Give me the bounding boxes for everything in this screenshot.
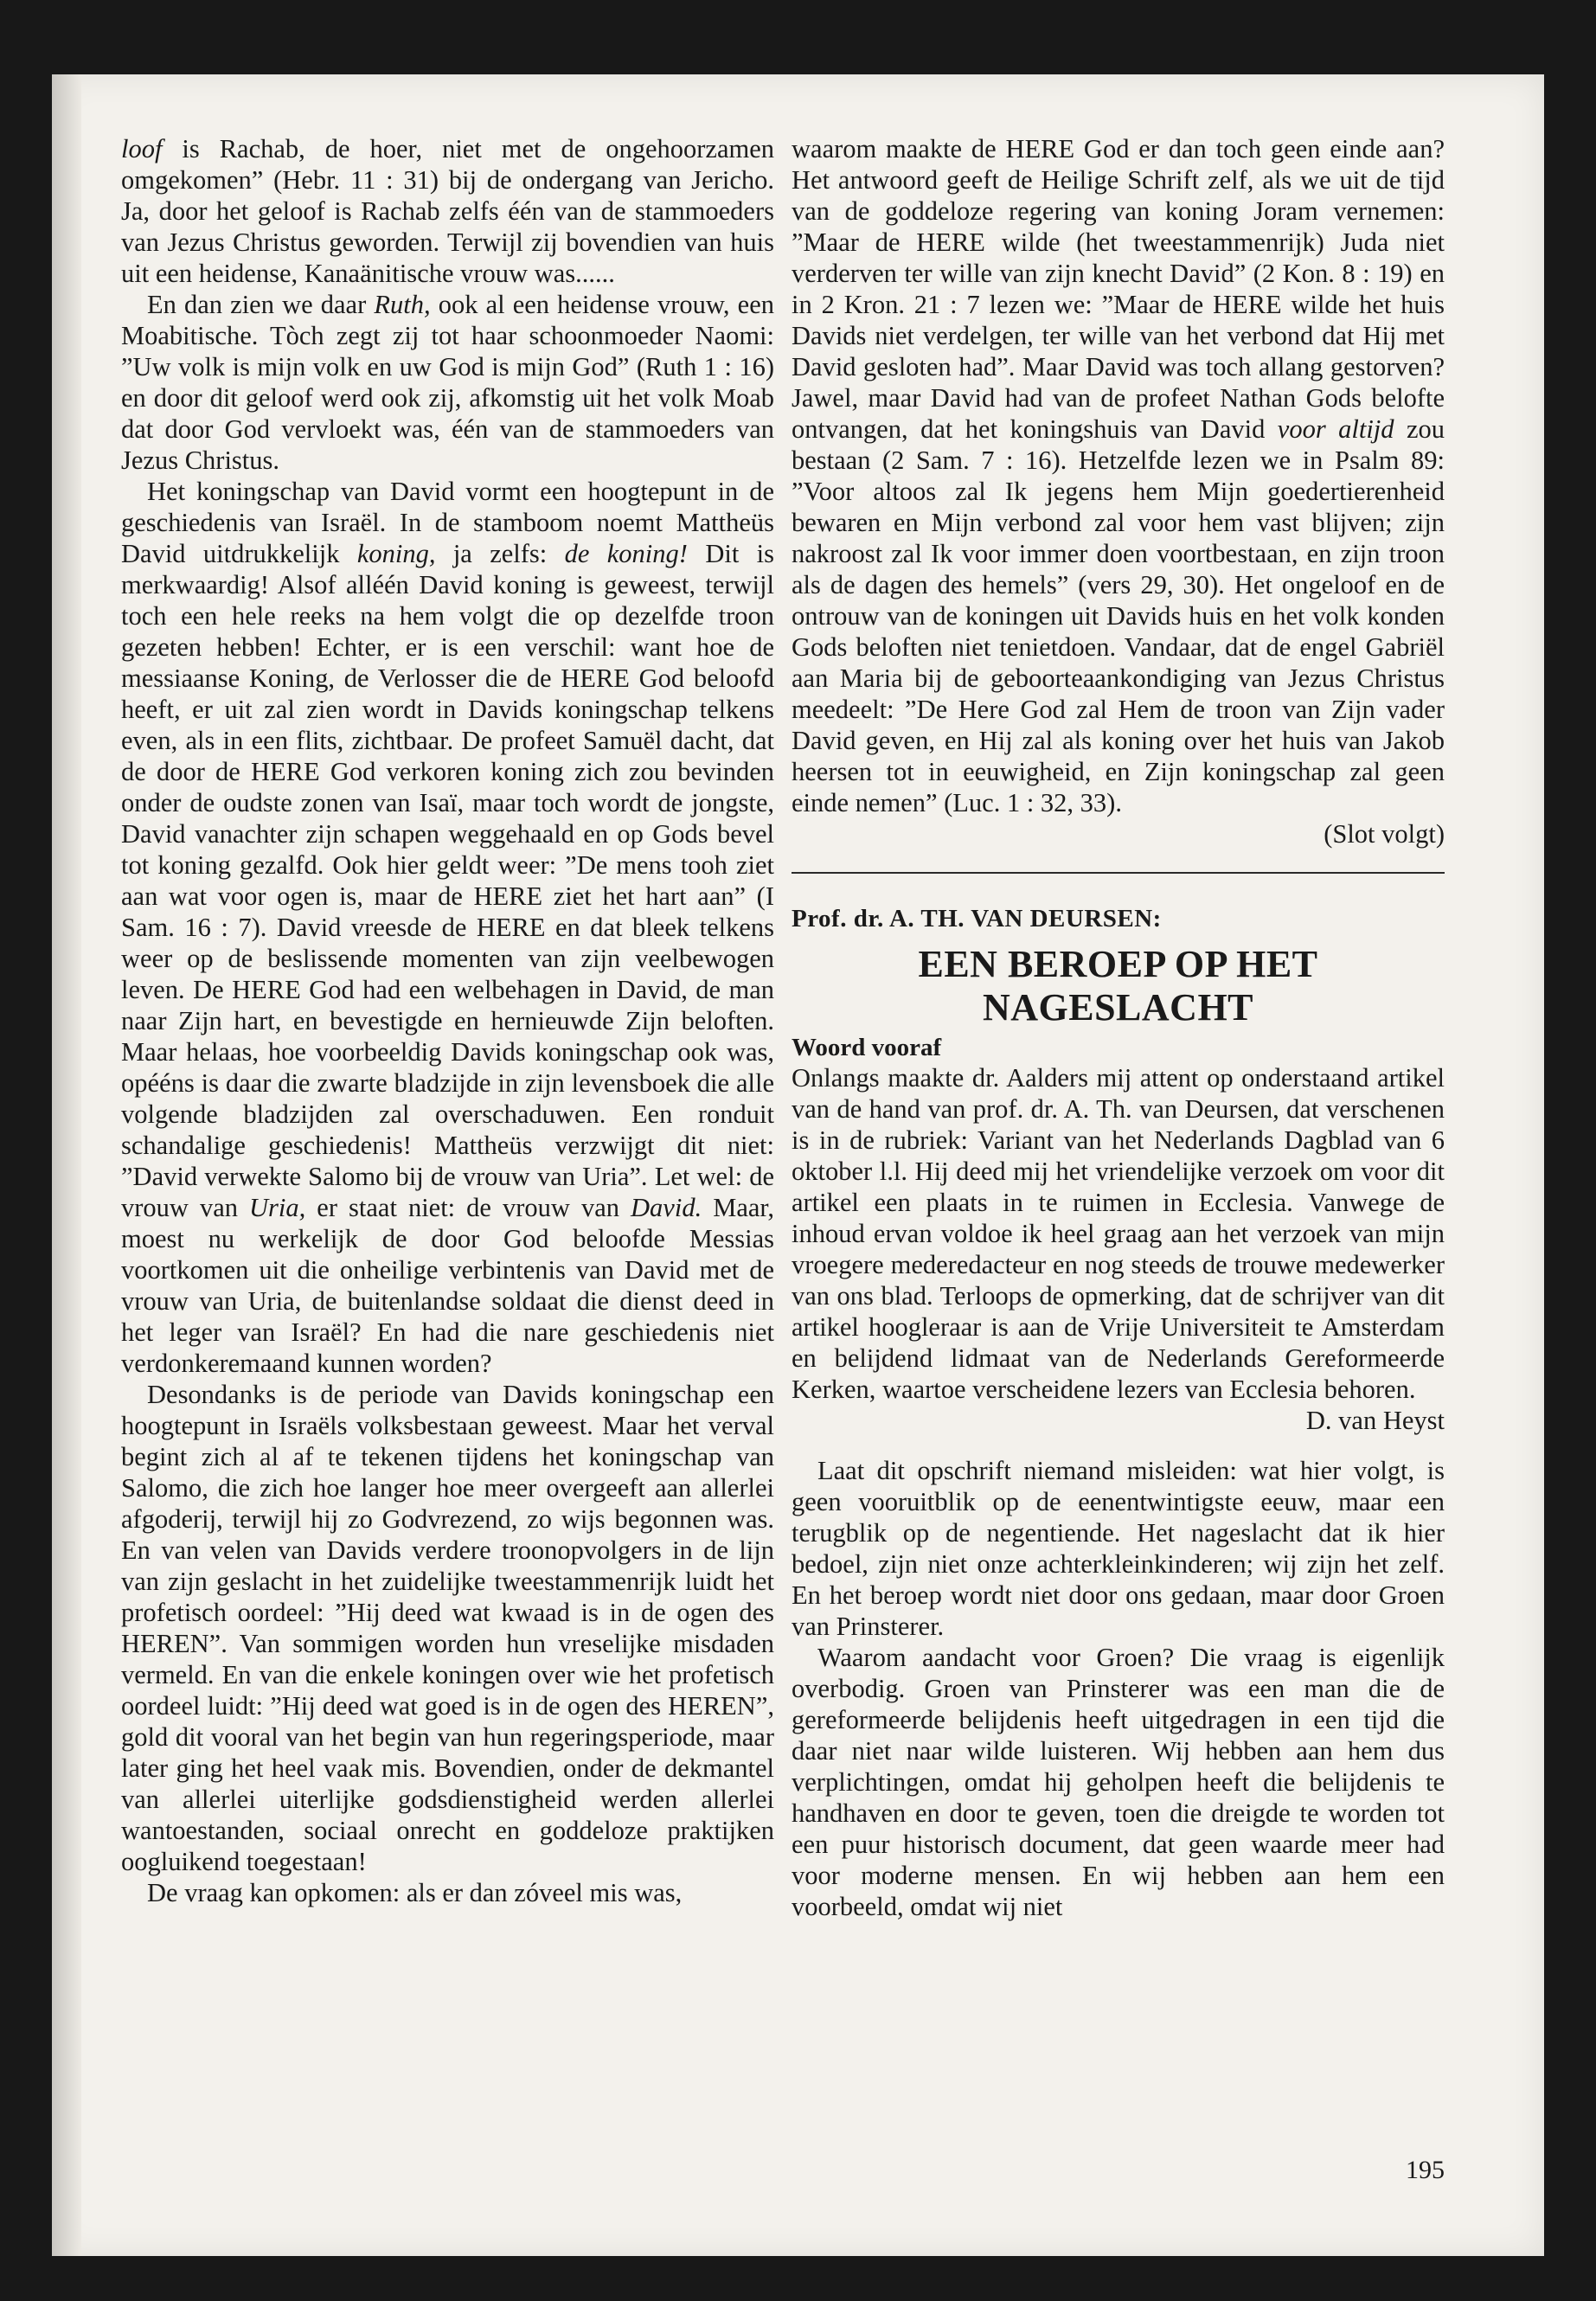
foreword-signature: D. van Heyst (1305, 1406, 1445, 1435)
italic-text: loof (121, 134, 163, 163)
spacer (792, 1436, 1445, 1455)
italic-text: voor altijd (1277, 414, 1394, 444)
paragraph: loof is Rachab, de hoer, niet met de ongehoorzamen omgekomen” (Hebr. 11 : 31) bij de ondergang van Jericho. Ja, door het geloof is Rachab zelfs één van de stammoeders van Jezus Christus geworden. Terwijl zij bovendien van huis uit een heidense, Kanaänitische vrouw was...... (121, 134, 774, 288)
italic-text: koning, (356, 539, 436, 568)
paragraph: waarom maakte de HERE God er dan toch geen einde aan? Het antwoord geeft de Heilige Schrift zelf, als we uit de tijd van de goddeloze regering van koning Joram vernemen: ”Maar de HERE wilde (het tweestammenrijk) Juda niet verderven ter wille van zijn knecht David” (2 Kon. 8 : 19) en in 2 Kron. 21 : 7 lezen we: ”Maar de HERE wilde het huis Davids niet verdelgen, ter wille van het verbond dat Hij met David gesloten had”. Maar David was toch allang gestorven? Jawel, maar David had van de profeet Nathan Gods belofte ontvangen, dat het koningshuis van David voor altijd zou bestaan (2 Sam. 7 : 16). Hetzelfde lezen we in Psalm 89: ”Voor altoos zal Ik jegens hem Mijn goedertierenheid bewaren en Mijn verbond zal voor hem vast blijven; zijn nakroost zal Ik voor immer doen voortbestaan, en zijn troon als de dagen des hemels” (vers 29, 30). Het ongeloof en de ontrouw van de koningen uit Davids huis en het volk konden Gods beloften niet tenietdoen. Vandaar, dat de engel Gabriël aan Maria bij de geboorteaankondiging van Jezus Christus meedeelt: ”De Here God zal Hem de troon van Zijn vader David geven, en Hij zal als koning over het huis van Jakob heersen tot in eeuwigheid, en Zijn koningschap zal geen einde nemen” (Luc. 1 : 32, 33). (792, 134, 1445, 817)
italic-text: Uria, (249, 1193, 306, 1222)
paragraph: Desondanks is de periode van Davids koningschap een hoogtepunt in Israëls volksbestaan geweest. Maar het verval begint zich al af te tekenen tijdens het koningschap van Salomo, die zich hoe langer hoe meer overgeeft aan allerlei afgoderij, terwijl hij zo Godvrezend, zo wijs begonnen was. En van velen van Davids verdere troonopvolgers in de lijn van zijn geslacht in het zuidelijke tweestammenrijk luidt het profetisch oordeel: ”Hij deed wat kwaad is in de ogen des HEREN”. Van sommigen worden hun vreselijke misdaden vermeld. En van die enkele koningen over wie het profetisch oordeel luidt: ”Hij deed wat goed is in de ogen des HEREN”, gold dit vooral van het begin van hun regeringsperiode, maar later ging het heel vaak mis. Bovendien, onder de dekmantel van allerlei uiterlijke godsdienstigheid werden allerlei wantoestanden, sociaal onrecht en goddeloze praktijken oogluikend toegestaan! (121, 1380, 774, 1876)
continuation-note-row (792, 818, 1445, 849)
continuation-note: (Slot volgt) (1324, 819, 1445, 849)
page-sheet (52, 74, 1544, 2256)
paragraph: De vraag kan opkomen: als er dan zóveel mis was, (147, 1878, 683, 1907)
italic-text: David. (631, 1193, 702, 1222)
article-title: EEN BEROEP OP HET NAGESLACHT (918, 943, 1318, 1029)
binding-edge (52, 74, 81, 2256)
foreword-heading: Woord vooraf (792, 1034, 942, 1061)
paragraph: Het koningschap van David vormt een hoogtepunt in de geschiedenis van Israël. In de stamboom noemt Mattheüs David uitdrukkelijk koning, ja zelfs: de koning! Dit is merkwaardig! Alsof alléén David koning is geweest, terwijl toch een hele reeks na hem volgt die op dezelfde troon gezeten hebben! Echter, er is een verschil: want hoe de messiaanse Koning, de Verlosser die de HERE God beloofd heeft, er uit zal zien wordt in Davids koningschap telkens even, als in een flits, zichtbaar. De profeet Samuël dacht, dat de door de HERE God verkoren koning zich zou bevinden onder de oudste zonen van Isaï, maar toch wordt de jongste, David vanachter zijn schapen weggehaald en op Gods bevel tot koning gezalfd. Ook hier geldt weer: ”De mens tooh ziet aan wat voor ogen is, maar de HERE ziet het hart aan” (I Sam. 16 : 7). David vreesde de HERE en dat bleek telkens weer op de beslissende momenten van zijn veelbewogen leven. De HERE God had een welbehagen in David, de man naar Zijn hart, en bevestigde en hernieuwde Zijn beloften. Maar helaas, hoe voorbeeldig Davids koningschap ook was, opééns is daar die zwarte bladzijde in zijn levensboek die alle volgende bladzijden zal overschaduwen. Een ronduit schandalige geschiedenis! Mattheüs verzwijgt dit niet: ”David verwekte Salomo bij de vrouw van Uria”. Let wel: de vrouw van Uria, er staat niet: de vrouw van David. Maar, moest nu werkelijk de door God beloofde Messias voortkomen uit die onheilige verbintenis van David met de vrouw van Uria, de buitenlandse soldaat die dienst deed in het leger van Israël? En had die nare geschiedenis niet verdonkeremaand kunnen worden? (121, 477, 774, 1378)
left-column (121, 133, 774, 1908)
article-author: Prof. dr. A. TH. VAN DEURSEN: (792, 905, 1162, 933)
section-divider (792, 872, 1445, 874)
paragraph: Laat dit opschrift niemand misleiden: wat hier volgt, is geen vooruitblik op de eenentwintigste eeuw, maar een terugblik op de negentiende. Het nageslacht dat ik hier bedoel, zijn niet onze achterkleinkinderen; wij zijn het zelf. En het beroep wordt niet door ons gedaan, maar door Groen van Prinsterer. (792, 1456, 1445, 1641)
page-number: 195 (1406, 2156, 1445, 2184)
paragraph: Waarom aandacht voor Groen? Die vraag is eigenlijk overbodig. Groen van Prinsterer was een man die de gereformeerde belijdenis heeft uitgedragen in een tijd die daar niet naar wilde luisteren. Wij hebben aan hem dus verplichtingen, omdat hij geholpen heeft die belijdenis te handhaven en door te geven, toen die dreigde te worden tot een puur historisch document, dat geen waarde meer had voor moderne mensen. En wij hebben aan hem een voorbeeld, omdat wij niet (792, 1643, 1445, 1921)
italic-text: Ruth, (374, 290, 431, 319)
italic-text: de koning! (564, 539, 688, 568)
foreword-text: Onlangs maakte dr. Aalders mij attent op onderstaand artikel van de hand van prof. dr. A. Th. van Deursen, dat verschenen is in de rubriek: Variant van het Nederlands Dagblad van 6 oktober l.l. Hij deed mij het vriendelijke verzoek om voor dit artikel een plaats in te ruimen in Ecclesia. Vanwege de inhoud ervan voldoe ik heel graag aan het verzoek van mijn vroegere mederedacteur en nog steeds de trouwe medewerker van ons blad. Terloops de opmerking, dat de schrijver van dit artikel hoogleraar is aan de Vrije Universiteit te Amsterdam en belijdend lidmaat van de Nederlands Gereformeerde Kerken, waartoe verscheidene lezers van Ecclesia behoren. (792, 1063, 1445, 1404)
paragraph: En dan zien we daar Ruth, ook al een heidense vrouw, een Moabitische. Tòch zegt zij tot haar schoonmoeder Naomi: ”Uw volk is mijn volk en uw God is mijn God” (Ruth 1 : 16) en door dit geloof werd ook zij, afkomstig uit het volk Moab dat door God vervloekt was, één van de stammoeders van Jezus Christus. (121, 290, 774, 475)
right-column (792, 133, 1445, 1922)
